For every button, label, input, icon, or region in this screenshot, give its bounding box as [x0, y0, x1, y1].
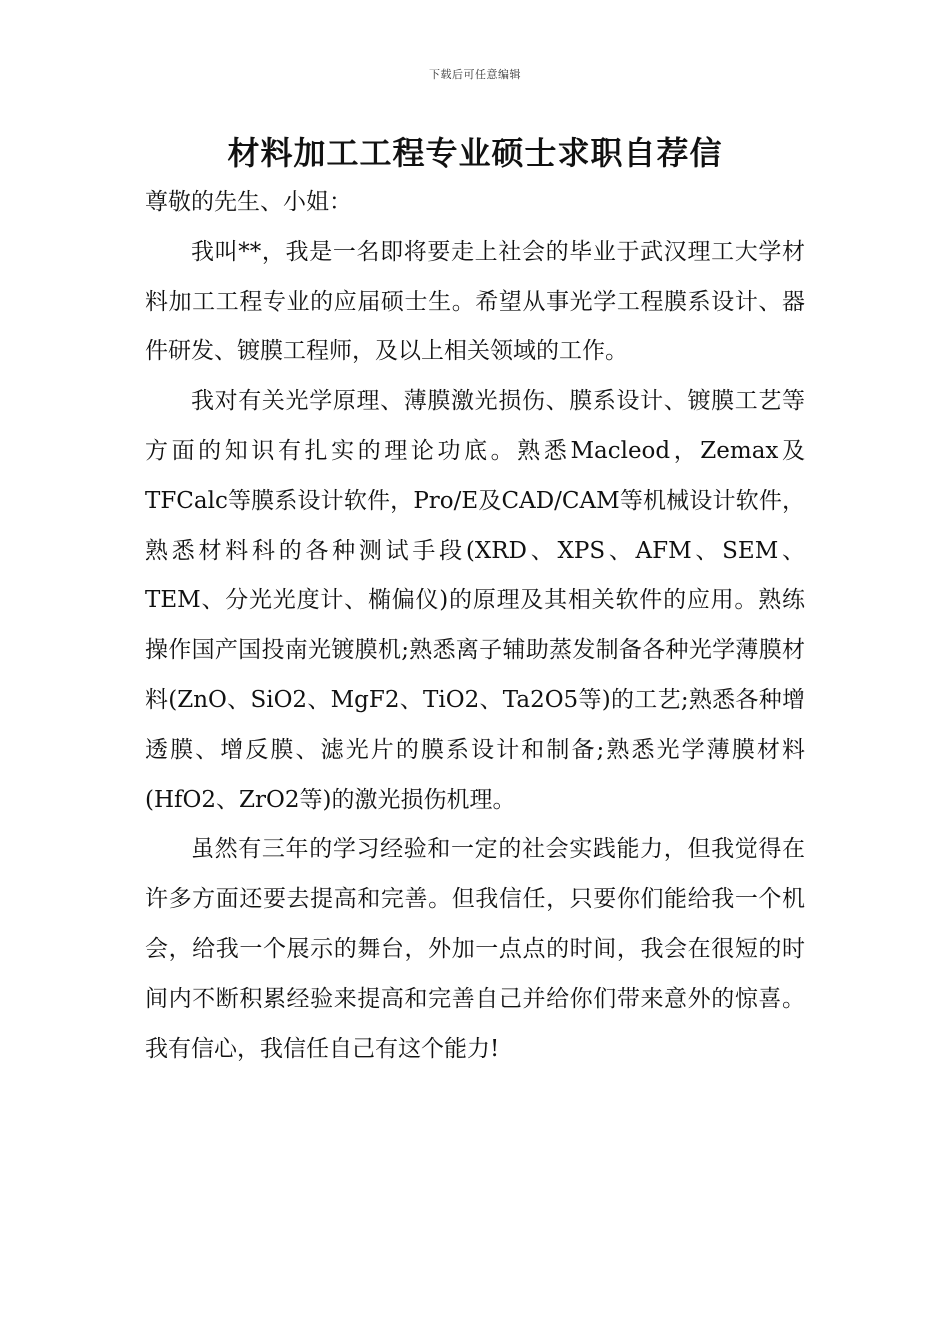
- letter-greeting: 尊敬的先生、小姐：: [145, 189, 352, 215]
- paragraph-closing: 虽然有三年的学习经验和一定的社会实践能力，但我觉得在许多方面还要去提高和完善。但我信任，只要你们能给我一个机会，给我一个展示的舞台，外加一点点的时间，我会在很短的时间内不断积累经验来提高和完善自己并给你们带来意外的惊喜。我有信心，我信任自己有这个能力!: [145, 836, 805, 1062]
- header-note: 下载后可任意编辑: [429, 68, 521, 81]
- paragraph-skills: 我对有关光学原理、薄膜激光损伤、膜系设计、镀膜工艺等方面的知识有扎实的理论功底。熟悉Macleod，Zemax及TFCalc等膜系设计软件，Pro/E及CAD/CAM等机械设计软件，熟悉材料科的各种测试手段(XRD、XPS、AFM、SEM、TEM、分光光度计、椭偏仪)的原理及其相关软件的应用。熟练操作国产国投南光镀膜机;熟悉离子辅助蒸发制备各种光学薄膜材料(ZnO、SiO2、MgF2、TiO2、Ta2O5等)的工艺;熟悉各种增透膜、增反膜、滤光片的膜系设计和制备;熟悉光学薄膜材料(HfO2、ZrO2等)的激光损伤机理。: [145, 388, 805, 813]
- paragraph-intro: 我叫**，我是一名即将要走上社会的毕业于武汉理工大学材料加工工程专业的应届硕士生。希望从事光学工程膜系设计、器件研发、镀膜工程师，及以上相关领域的工作。: [145, 238, 805, 365]
- letter-body: [145, 178, 805, 1074]
- page-title: 材料加工工程专业硕士求职自荐信: [227, 134, 723, 172]
